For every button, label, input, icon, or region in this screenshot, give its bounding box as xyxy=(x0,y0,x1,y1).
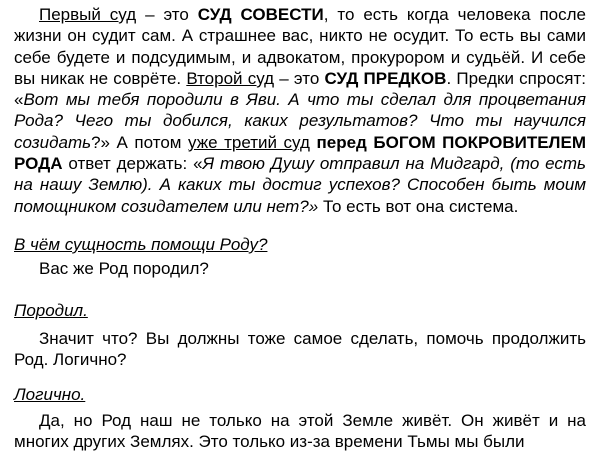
answer-1: Вас же Род породил? xyxy=(39,259,209,278)
conscience-court: СУД СОВЕСТИ xyxy=(197,5,324,24)
text-span: – это xyxy=(136,5,198,24)
text-span: , то есть когда человека после жизни он судит сам. А страшнее вас, никто не осудит. То есть вы сами себе будете и подсудимым, и адвокатом, прокурором и судьёй. И себе вы никак не соврёте. xyxy=(14,5,586,88)
text-span: ответ держать: « xyxy=(62,154,203,174)
ancestors-court: СУД ПРЕДКОВ xyxy=(324,68,447,88)
god-patron-court: перед БОГОМ ПОКРОВИТЕЛЕМ РОДА xyxy=(14,132,586,174)
ancestors-question: Вот мы тебя породили в Яви. А что ты сделал для процветания Рода? Чего ты добился, каких результатов? Что ты научился созидать xyxy=(14,90,586,152)
answer-3: Да, но Род наш не только на этой Земле живёт. Он живёт и на многих других Землях. Это только из-за времени Тьмы мы были xyxy=(14,411,586,452)
question-3: Логично. xyxy=(14,385,86,404)
question-1: В чём сущность помощи Роду? xyxy=(14,235,268,254)
text-span: . Предки спросят: « xyxy=(14,68,586,110)
question-2: Породил. xyxy=(14,301,88,320)
third-court-label: уже третий суд xyxy=(188,132,310,152)
text-span: То есть вот она система. xyxy=(318,196,519,216)
god-question: Я твою Душу отправил на Мидгард, (то есть на нашу Землю). А каких ты достиг успехов? Способен быть моим помощником созидателем или нет?» xyxy=(14,154,586,216)
second-court-label: Второй суд xyxy=(186,68,275,88)
first-court-label: Первый суд xyxy=(39,5,137,24)
answer-2: Значит что? Вы должны тоже самое сделать, помочь продолжить Род. Логично? xyxy=(14,329,586,370)
paragraph-courts xyxy=(14,4,586,217)
text-span: ?» А потом xyxy=(91,132,189,152)
text-span: – это xyxy=(274,68,325,88)
